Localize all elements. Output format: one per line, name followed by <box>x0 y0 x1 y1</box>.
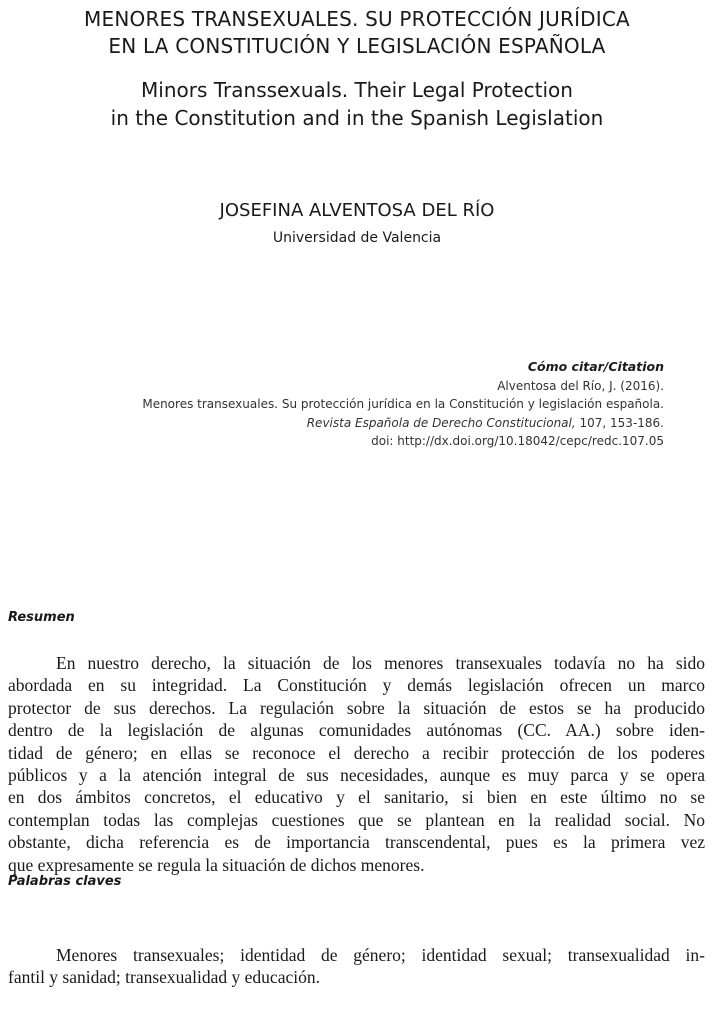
abstract-line: protector de sus derechos. La regulación sobre la situación de estos se ha producido <box>8 697 705 718</box>
abstract-line: que expresamente se regula la situación de dichos menores. <box>8 854 425 875</box>
abstract-line: contemplan todas las complejas cuestiones que se plantean en la realidad social. No <box>8 809 705 830</box>
abstract-paragraph <box>8 652 705 876</box>
citation-journal: Revista Española de Derecho Constitucional, <box>306 415 576 430</box>
citation-heading: Cómo citar/Citation <box>527 359 664 374</box>
abstract-line: En nuestro derecho, la situación de los menores transexuales todavía no ha sido <box>56 653 705 673</box>
title-spanish-line: MENORES TRANSEXUALES. SU PROTECCIÓN JURÍDICA <box>84 7 630 31</box>
abstract-line: tidad de género; en ellas se reconoce el derecho a recibir protección de los poderes <box>8 742 705 763</box>
keywords-paragraph <box>8 944 705 989</box>
title-english-line: in the Constitution and in the Spanish Legislation <box>110 106 604 130</box>
citation-doi[interactable]: doi: http://dx.doi.org/10.18042/cepc/redc.107.05 <box>371 434 664 448</box>
abstract-line: obstante, dicha referencia es de importancia transcendental, pues es la primera vez <box>8 832 705 853</box>
title-english <box>0 76 714 132</box>
abstract-line: públicos y a la atención integral de sus necesidades, aunque es muy parca y se opera <box>8 765 705 786</box>
keywords-line: fantil y sanidad; transexualidad y educación. <box>8 967 320 988</box>
keywords-heading: Palabras claves <box>8 874 122 889</box>
citation-volume: 107, 153-186. <box>575 415 664 430</box>
abstract-line: en dos ámbitos concretos, el educativo y el sanitario, si bien en este último no se <box>8 787 705 808</box>
title-english-line: Minors Transsexuals. Their Legal Protection <box>141 78 573 102</box>
abstract-line: abordada en su integridad. La Constitución y demás legislación ofrecen un marco <box>8 675 705 696</box>
citation-journal-line <box>142 414 664 433</box>
title-spanish <box>0 6 714 60</box>
title-spanish-line: EN LA CONSTITUCIÓN Y LEGISLACIÓN ESPAÑOLA <box>108 34 606 58</box>
author-name: JOSEFINA ALVENTOSA DEL RÍO <box>219 200 495 221</box>
abstract-heading: Resumen <box>8 610 75 625</box>
keywords-line: Menores transexuales; identidad de género; identidad sexual; transexualidad in- <box>56 945 705 965</box>
citation-title: Menores transexuales. Su protección jurídica en la Constitución y legislación española. <box>142 397 664 411</box>
author-affiliation: Universidad de Valencia <box>272 230 442 246</box>
citation-block <box>142 358 664 451</box>
abstract-line: dentro de la legislación de algunas comunidades autónomas (CC. AA.) sobre iden- <box>8 720 705 741</box>
citation-author: Alventosa del Río, J. (2016). <box>497 378 664 393</box>
